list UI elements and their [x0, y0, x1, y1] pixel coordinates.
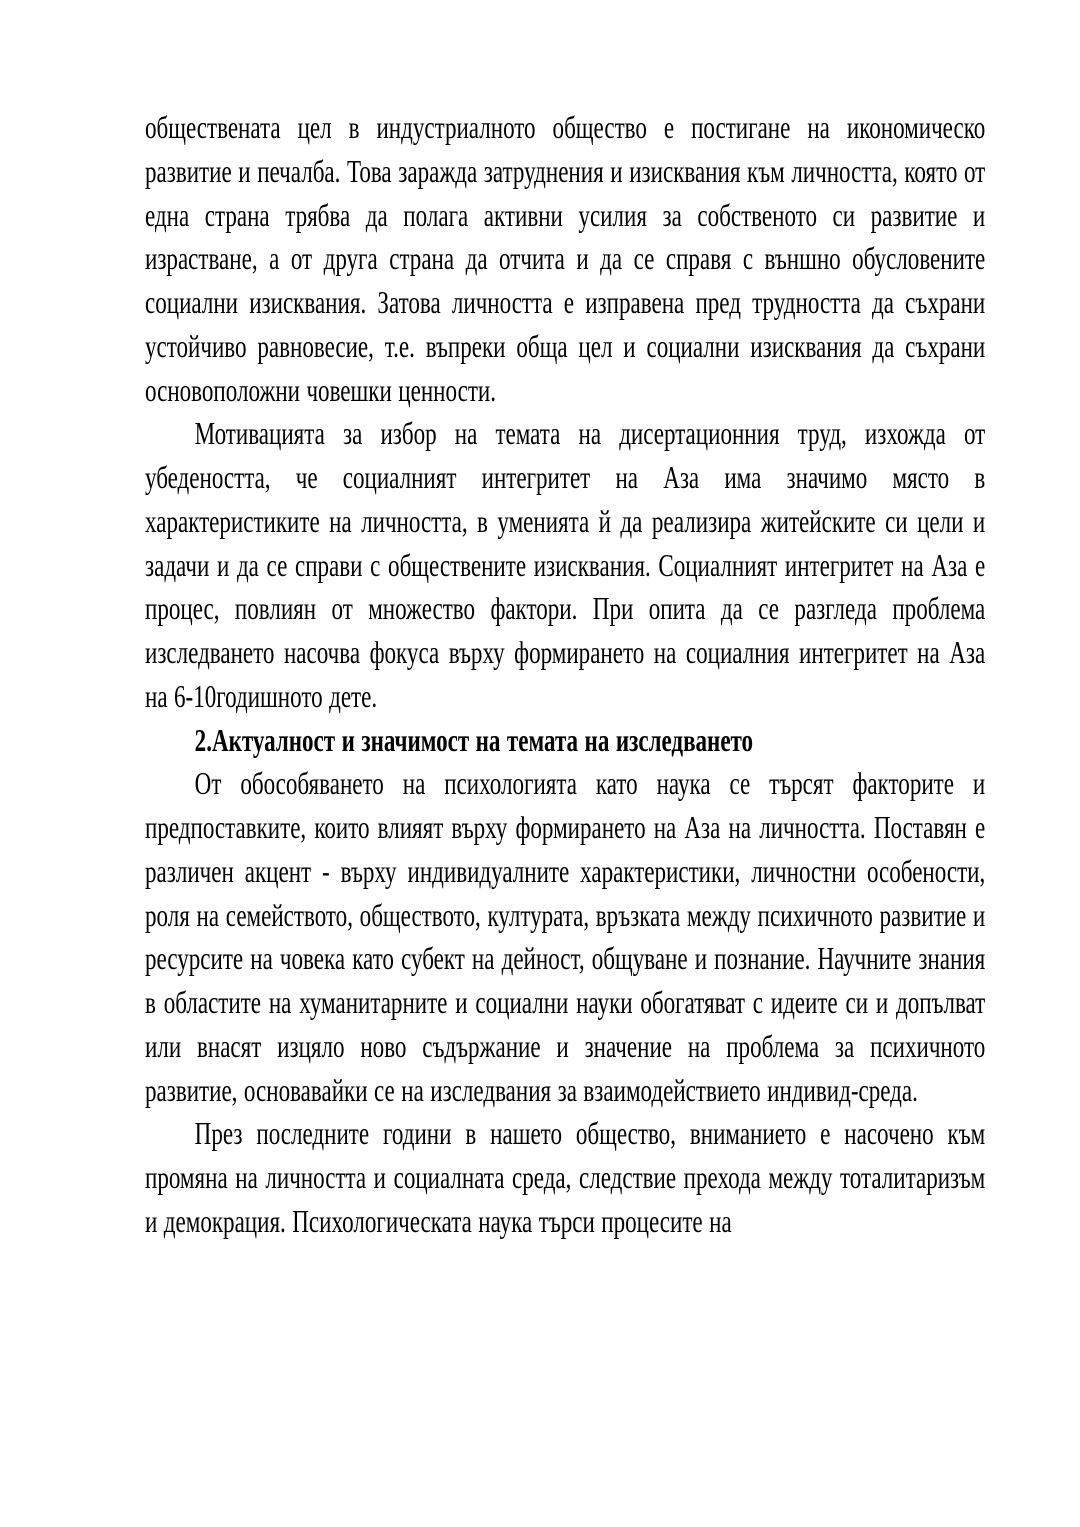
- paragraph-motivation: Мотивацията за избор на темата на дисертационния труд, изхожда от убедеността, че социалният интегритет на Аза има значимо място в характеристиките на личността, в уменията й да реализира житейските си цели и задачи и да се справи с обществените изисквания. Социалният интегритет на Аза е процес, повлиян от множество фактори. При опита да се разгледа проблема изследването насочва фокуса върху формирането на социалния интегритет на Аза на 6-10годишното дете.: [145, 415, 986, 714]
- section-heading: 2.Актуалност и значимост на темата на изследването: [194, 721, 754, 758]
- paragraph-continuation: обществената цел в индустриалното общество е постигане на икономическо развитие и печалба. Това заражда затруднения и изисквания към личността, която от една страна трябва да полага активни усилия за собственото си развитие и израстване, а от друга страна да отчита и да се справя с външно обусловените социални изисквания. Затова личността е изправена пред трудността да съхрани устойчиво равновесие, т.е. въпреки обща цел и социални изисквания да съхрани основоположни човешки ценности.: [145, 109, 986, 408]
- text-block: [145, 106, 985, 1244]
- paragraph-psychology: От обособяването на психологията като наука се търсят факторите и предпоставките, които влияят върху формирането на Аза на личността. Поставян е различен акцент - върху индивидуалните характеристики, личностни особености, роля на семейството, обществото, културата, връзката между психичното развитие и ресурсите на човека като субект на дейност, общуване и познание. Научните знания в областите на хуманитарните и социални науки обогатяват с идеите си и допълват или внасят изцяло ново съдържание и значение на проблема за психичното развитие, основавайки се на изследвания за взаимодействието индивид-среда.: [145, 765, 986, 1108]
- paragraph-recent-years: През последните години в нашето общество, вниманието е насочено към промяна на личността и социалната среда, следствие прехода между тоталитаризъм и демокрация. Психологическата наука търси процесите на: [145, 1115, 986, 1239]
